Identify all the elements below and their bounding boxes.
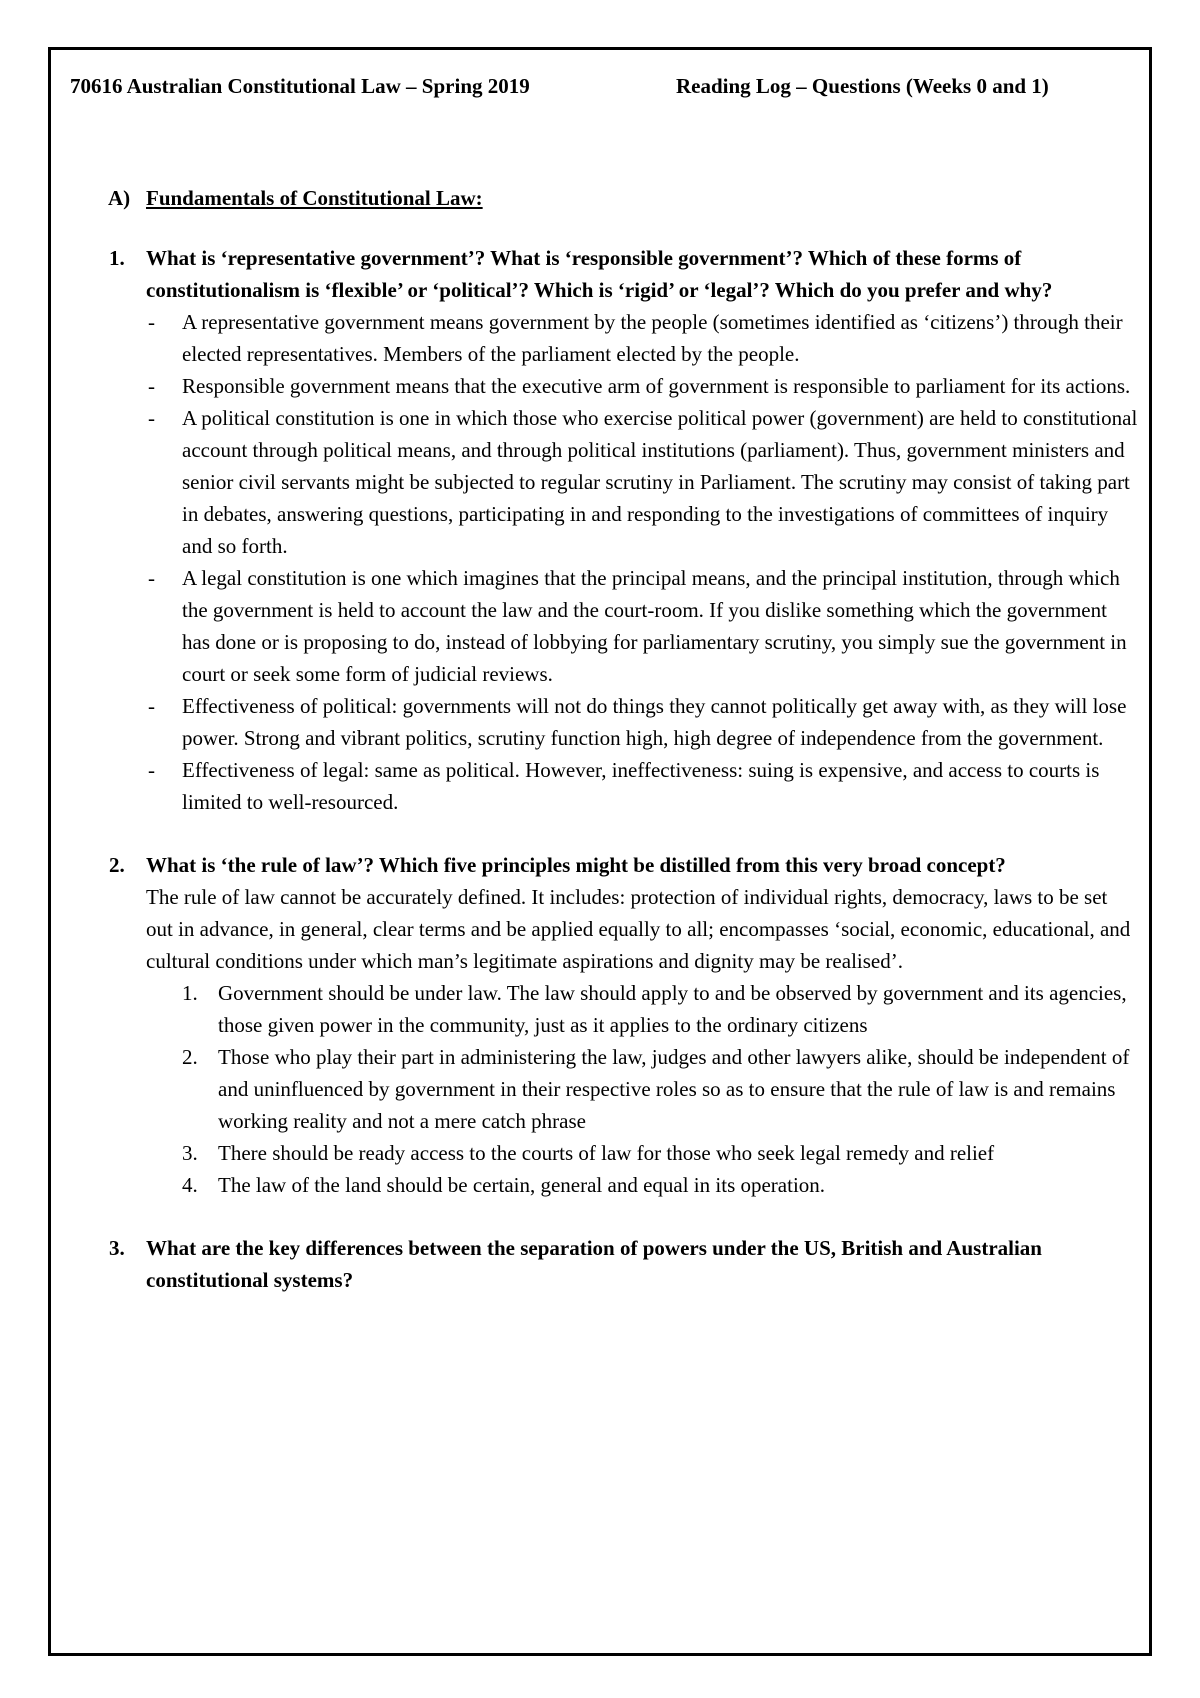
question-text: What is ‘the rule of law’? Which five principles might be distilled from this very broad concept? <box>146 853 1006 877</box>
bullet-text: A legal constitution is one which imagines that the principal means, and the principal institution, through which the government is held to account the law and the court-room. If you dislike something which the government has done or is proposing to do, instead of lobbying for parliamentary scrutiny, you simply sue the government in court or seek some form of judicial reviews. <box>182 566 1127 686</box>
list-item <box>182 977 1140 1041</box>
list-item <box>148 562 1140 690</box>
dash-marker: - <box>148 406 155 430</box>
bullet-text: Effectiveness of legal: same as political. However, ineffectiveness: suing is expensive, and access to courts is limited to well-resourced. <box>182 758 1100 814</box>
dash-marker: - <box>148 566 155 590</box>
question-2 <box>0 849 1200 1201</box>
list-item <box>148 690 1140 754</box>
section-title: Fundamentals of Constitutional Law: <box>146 186 483 210</box>
principles-list <box>0 977 1200 1201</box>
bullet-text: Responsible government means that the executive arm of government is responsible to parliament for its actions. <box>182 374 1131 398</box>
principle-text: There should be ready access to the courts of law for those who seek legal remedy and relief <box>218 1141 995 1165</box>
list-number: 4. <box>182 1173 198 1197</box>
list-item <box>182 1041 1140 1137</box>
section-letter: A) <box>108 186 131 210</box>
dash-marker: - <box>148 374 155 398</box>
question-text: What is ‘representative government’? What is ‘responsible government’? Which of these forms of constitutionalism is ‘flexible’ or ‘political’? Which is ‘rigid’ or ‘legal’? Which do you prefer and why? <box>146 246 1053 302</box>
principle-text: The law of the land should be certain, general and equal in its operation. <box>218 1173 826 1197</box>
question-number: 1. <box>109 246 125 270</box>
list-item <box>182 1169 1140 1201</box>
question-number: 2. <box>109 853 125 877</box>
list-item <box>182 1137 1140 1169</box>
section-heading <box>108 182 1200 214</box>
list-item <box>148 370 1140 402</box>
reading-log-title: Reading Log – Questions (Weeks 0 and 1) <box>676 74 1049 98</box>
list-number: 3. <box>182 1141 198 1165</box>
dash-marker: - <box>148 694 155 718</box>
bullet-text: Effectiveness of political: governments will not do things they cannot politically get away with, as they will lose power. Strong and vibrant politics, scrutiny function high, high degree of independence from the government. <box>182 694 1127 750</box>
bullet-text: A representative government means government by the people (sometimes identified as ‘citizens’) through their elected representatives. Members of the parliament elected by the people. <box>182 310 1123 366</box>
answer-bullet-list <box>0 306 1200 818</box>
list-number: 1. <box>182 981 198 1005</box>
document-body <box>0 182 1200 1296</box>
bullet-text: A political constitution is one in which those who exercise political power (government) are held to constitutional account through political means, and through political institutions (parliament). Thus, government ministers and senior civil servants might be subjected to regular scrutiny in Parliament. The scrutiny may consist of taking part in debates, answering questions, participating in and responding to the investigations of committees of inquiry and so forth. <box>182 406 1138 558</box>
dash-marker: - <box>148 310 155 334</box>
question-3 <box>0 1232 1200 1296</box>
list-number: 2. <box>182 1045 198 1069</box>
list-item <box>148 402 1140 562</box>
list-item <box>148 306 1140 370</box>
course-title: 70616 Australian Constitutional Law – Spring 2019 <box>70 74 530 98</box>
question-text: What are the key differences between the separation of powers under the US, British and Australian constitutional systems? <box>146 1236 1042 1292</box>
question-1 <box>0 242 1200 818</box>
page-header <box>70 74 1130 104</box>
principle-text: Government should be under law. The law should apply to and be observed by government and its agencies, those given power in the community, just as it applies to the ordinary citizens <box>218 981 1127 1037</box>
question-number: 3. <box>109 1236 125 1260</box>
list-item <box>148 754 1140 818</box>
principle-text: Those who play their part in administering the law, judges and other lawyers alike, should be independent of and uninfluenced by government in their respective roles so as to ensure that the rule of law is and remains working reality and not a mere catch phrase <box>218 1045 1130 1133</box>
dash-marker: - <box>148 758 155 782</box>
answer-paragraph: The rule of law cannot be accurately defined. It includes: protection of individual rights, democracy, laws to be set out in advance, in general, clear terms and be applied equally to all; encompasses ‘social, economic, educational, and cultural conditions under which man’s legitimate aspirations and dignity may be realised’. <box>146 885 1131 973</box>
